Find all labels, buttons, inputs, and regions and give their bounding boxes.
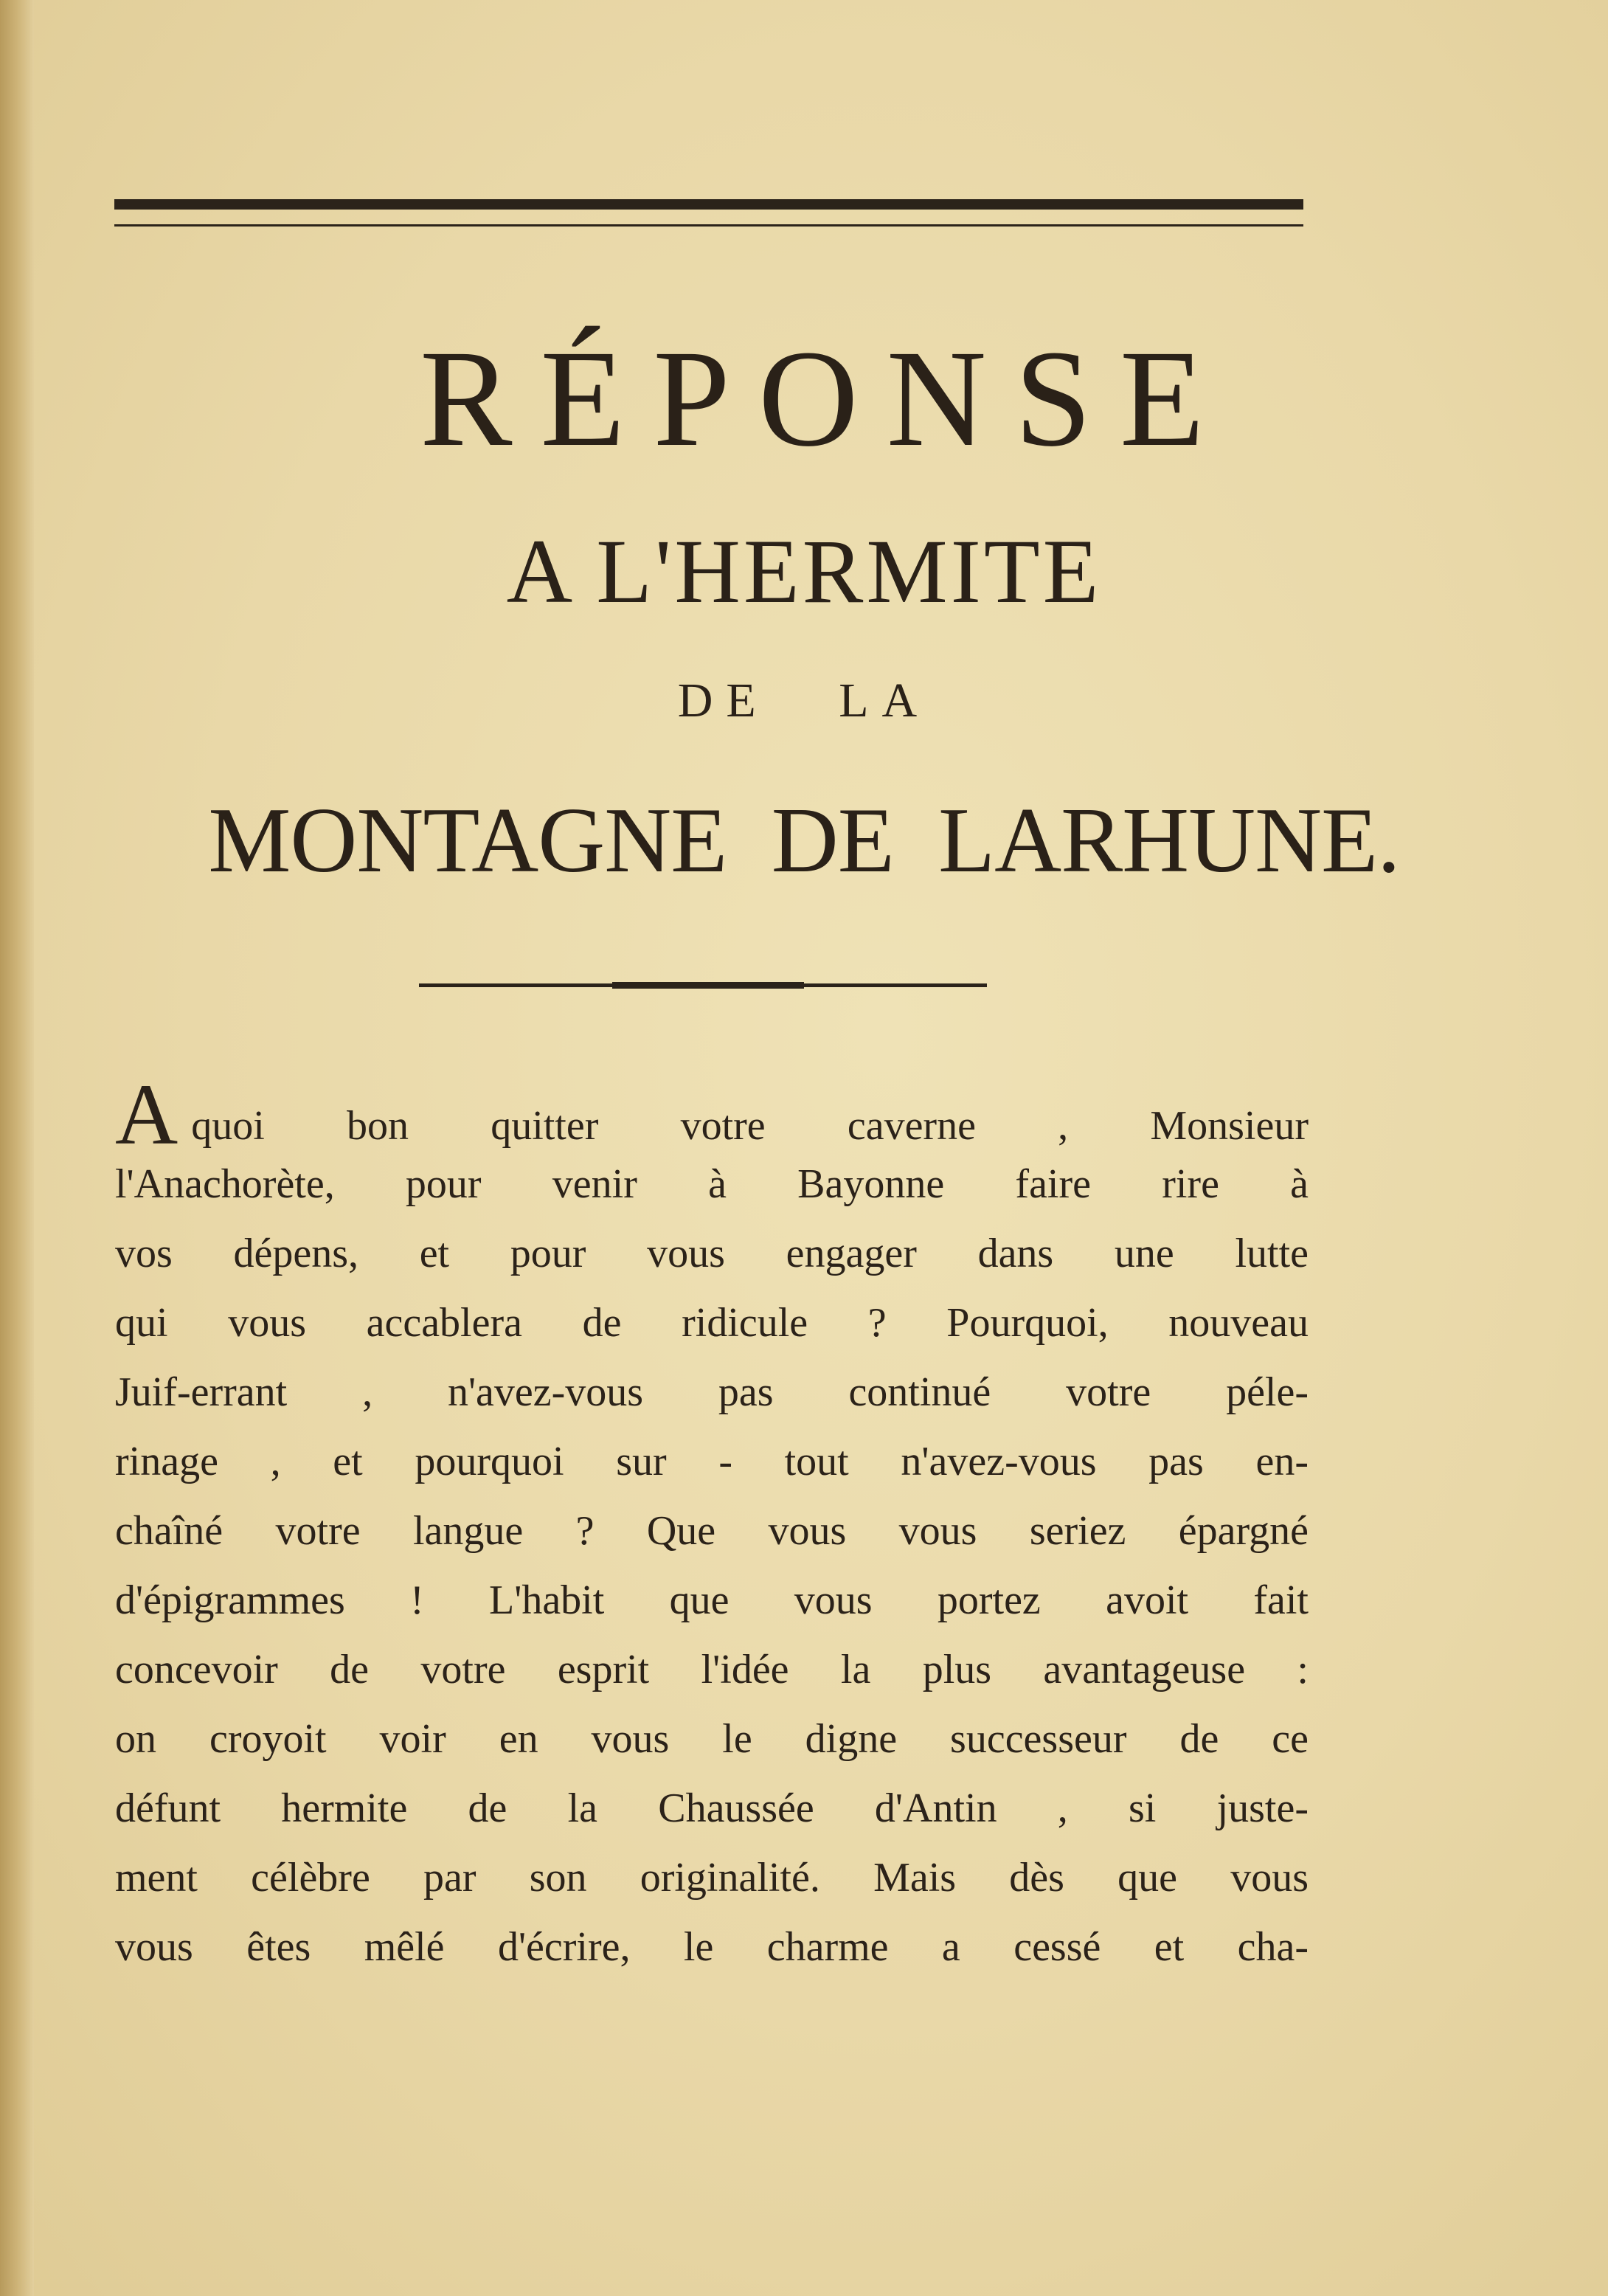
title-montagne: MONTAGNE DE LARHUNE. xyxy=(208,789,1400,892)
body-line: l'Anachorète, pour venir à Bayonne faire rire à xyxy=(115,1161,1309,1207)
body-line: vos dépens, et pour vous engager dans une lutte xyxy=(115,1231,1309,1276)
middle-rule-swell xyxy=(612,982,804,989)
body-line: rinage , et pourquoi sur - tout n'avez-vous pas en- xyxy=(115,1439,1309,1484)
title-a-lhermite: A L'HERMITE xyxy=(506,521,1102,622)
top-rule-thick xyxy=(114,199,1303,210)
body-line: vous êtes mêlé d'écrire, le charme a cessé et cha- xyxy=(115,1924,1309,1970)
body-line: d'épigrammes ! L'habit que vous portez avoit fait xyxy=(115,1577,1309,1623)
title-reponse: RÉPONSE xyxy=(420,321,1233,475)
body-text xyxy=(115,1080,1309,1982)
title-de-la: DE LA xyxy=(677,674,931,727)
body-line: ment célèbre par son originalité. Mais dès que vous xyxy=(115,1855,1309,1901)
body-line: concevoir de votre esprit l'idée la plus avantageuse : xyxy=(115,1647,1309,1692)
body-line: qui vous accablera de ridicule ? Pourquoi, nouveau xyxy=(115,1300,1309,1346)
body-line: Aquoi bon quitter votre caverne , Monsieur xyxy=(115,1080,1309,1149)
top-rule-thin xyxy=(114,224,1303,227)
body-line: on croyoit voir en vous le digne successeur de ce xyxy=(115,1716,1309,1762)
drop-cap: A xyxy=(115,1080,179,1149)
body-line: chaîné votre langue ? Que vous vous seriez épargné xyxy=(115,1508,1309,1554)
body-line: Juif-errant , n'avez-vous pas continué votre péle- xyxy=(115,1369,1309,1415)
body-line: défunt hermite de la Chaussée d'Antin , si juste- xyxy=(115,1785,1309,1831)
